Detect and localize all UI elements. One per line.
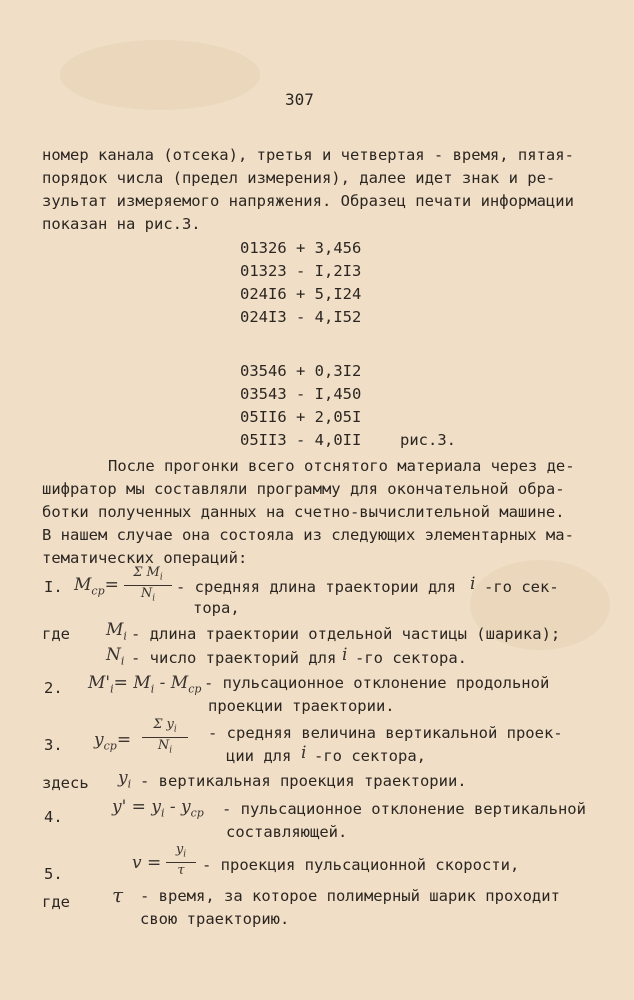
def-var: $y_i$	[118, 768, 132, 791]
def-text: - длина траектории отдельной частицы (шарика);	[131, 625, 561, 643]
item-number: I.	[44, 578, 63, 596]
paragraph-line: показан на рис.3.	[42, 215, 201, 233]
figure-caption: рис.3.	[400, 431, 456, 449]
item-var: i	[470, 574, 476, 594]
fraction: $\frac{\Sigma y_i}{N_i}$	[142, 718, 188, 758]
paper-stain	[60, 40, 260, 110]
where-label: где	[42, 625, 70, 643]
item-number: 5.	[44, 865, 63, 883]
fraction: $\frac{y_i}{\tau}$	[166, 843, 196, 878]
def-var: $M_i$	[106, 620, 127, 643]
def-var: i	[342, 645, 348, 665]
formula-lhs: $M_{ср}=$	[74, 575, 119, 598]
formula-lhs: $y_{ср}=$	[94, 730, 132, 753]
item-text: проекции траектории.	[208, 697, 395, 715]
item-text: тора,	[193, 599, 240, 617]
item-text: -го сек-	[484, 578, 559, 596]
paragraph-line: ботки полученных данных на счетно-вычислительной машине.	[42, 503, 565, 521]
def-text: - число траекторий для	[131, 649, 337, 667]
data-row: 01323 - I,2I3	[240, 262, 362, 280]
item-text: -го сектора,	[314, 747, 426, 765]
formula: $y' = y_i - y_{ср}$	[112, 797, 204, 820]
data-row: 01326 + 3,456	[240, 239, 362, 257]
paragraph-line: порядок числа (предел измерения), далее идет знак и ре-	[42, 169, 556, 187]
def-var: $N_i$	[106, 645, 125, 668]
where-label: где	[42, 893, 70, 911]
formula-lhs: v =	[132, 853, 162, 873]
item-var: i	[301, 743, 307, 763]
item-number: 3.	[44, 736, 63, 754]
paragraph-line: номер канала (отсека), третья и четвертая - время, пятая-	[42, 146, 574, 164]
item-text: составляющей.	[226, 823, 348, 841]
where-label: здесь	[42, 774, 89, 792]
item-text: - средняя длина траектории для	[176, 578, 456, 596]
paragraph-line: тематических операций:	[42, 549, 248, 567]
item-number: 2.	[44, 679, 63, 697]
def-text: - время, за которое полимерный шарик проходит	[140, 887, 560, 905]
data-row: 05II6 + 2,05I	[240, 408, 362, 426]
item-number: 4.	[44, 808, 63, 826]
data-row: 024I6 + 5,I24	[240, 285, 362, 303]
paragraph-line: зультат измеряемого напряжения. Образец печати информации	[42, 192, 574, 210]
def-var: τ	[112, 883, 124, 907]
item-text: - средняя величина вертикальной проек-	[208, 724, 563, 742]
item-text: - проекция пульсационной скорости,	[202, 856, 520, 874]
def-text: -го сектора.	[355, 649, 467, 667]
data-row: 024I3 - 4,I52	[240, 308, 362, 326]
data-row: 03543 - I,450	[240, 385, 362, 403]
paragraph-line: В нашем случае она состояла из следующих элементарных ма-	[42, 526, 574, 544]
item-text: - пульсационное отклонение продольной	[204, 674, 550, 692]
fraction: $\frac{\Sigma M_i}{N_i}$	[124, 566, 172, 606]
data-row: 03546 + 0,3I2	[240, 362, 362, 380]
page-number: 307	[285, 90, 314, 109]
paragraph-line: После прогонки всего отснятого материала через де-	[108, 457, 575, 475]
def-text: свою траекторию.	[140, 910, 290, 928]
formula: $M'_i= M_i - M_{ср}$	[88, 673, 202, 696]
item-text: - пульсационное отклонение вертикальной	[222, 800, 586, 818]
def-text: - вертикальная проекция траектории.	[140, 772, 467, 790]
item-text: ции для	[226, 747, 292, 765]
data-row: 05II3 - 4,0II	[240, 431, 362, 449]
paragraph-line: шифратор мы составляли программу для окончательной обра-	[42, 480, 565, 498]
